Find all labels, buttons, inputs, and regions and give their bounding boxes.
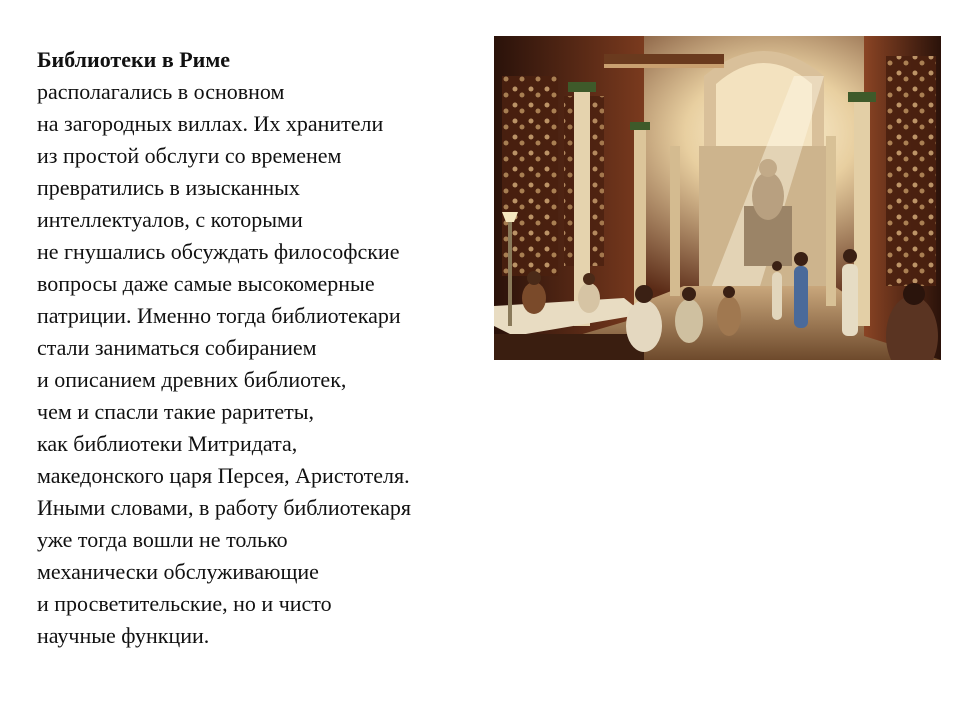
figure-head: [794, 252, 808, 266]
text-line: интеллектуалов, с которыми: [37, 207, 303, 232]
column-capital: [848, 92, 876, 102]
library-hall-image: [494, 36, 941, 360]
text-line: уже тогда вошли не только: [37, 527, 288, 552]
standing-figure: [772, 272, 782, 320]
reader-head: [723, 286, 735, 298]
text-line: и просветительские, но и чисто: [37, 591, 332, 616]
text-line: стали заниматься собиранием: [37, 335, 317, 360]
text-line: вопросы даже самые высокомерные: [37, 271, 375, 296]
column-capital: [568, 82, 596, 92]
text-line: патриции. Именно тогда библиотекари: [37, 303, 401, 328]
column: [670, 146, 680, 296]
statue-head: [759, 159, 777, 177]
text-line: и описанием древних библиотек,: [37, 367, 347, 392]
text-line: македонского царя Персея, Аристотеля.: [37, 463, 410, 488]
standing-figure: [794, 266, 808, 328]
right-scroll-shelves: [886, 56, 936, 286]
text-line: превратились в изысканных: [37, 175, 300, 200]
text-line: из простой обслуги со временем: [37, 143, 342, 168]
table-base: [494, 334, 644, 360]
lamp-post: [508, 216, 512, 326]
reader-figure: [522, 282, 546, 314]
slide-title: Библиотеки в Риме: [37, 47, 231, 72]
reader-figure: [675, 299, 703, 343]
text-line: на загородных виллах. Их хранители: [37, 111, 384, 136]
standing-figure: [842, 264, 858, 336]
text-line: механически обслуживающие: [37, 559, 319, 584]
reader-head: [635, 285, 653, 303]
figure-head: [843, 249, 857, 263]
text-line: располагались в основном: [37, 79, 285, 104]
statue-figure: [752, 172, 784, 220]
reader-head: [682, 287, 696, 301]
slide-text: [37, 44, 497, 652]
figure-head: [772, 261, 782, 271]
reader-figure: [578, 283, 600, 313]
text-line: не гнушались обсуждать философские: [37, 239, 400, 264]
column: [826, 136, 836, 306]
figure-head: [903, 283, 925, 305]
text-line: Иными словами, в работу библиотекаря: [37, 495, 412, 520]
reader-head: [583, 273, 595, 285]
reader-figure: [717, 296, 741, 336]
column-capital: [630, 122, 650, 130]
upper-gallery: [604, 54, 724, 64]
roman-library-illustration: [494, 36, 941, 360]
reader-head: [527, 271, 541, 285]
gallery-railing: [604, 64, 724, 68]
text-line: как библиотеки Митридата,: [37, 431, 298, 456]
text-line: чем и спасли такие раритеты,: [37, 399, 315, 424]
text-line: научные функции.: [37, 623, 210, 648]
column: [634, 126, 646, 306]
reader-figure: [626, 300, 662, 352]
